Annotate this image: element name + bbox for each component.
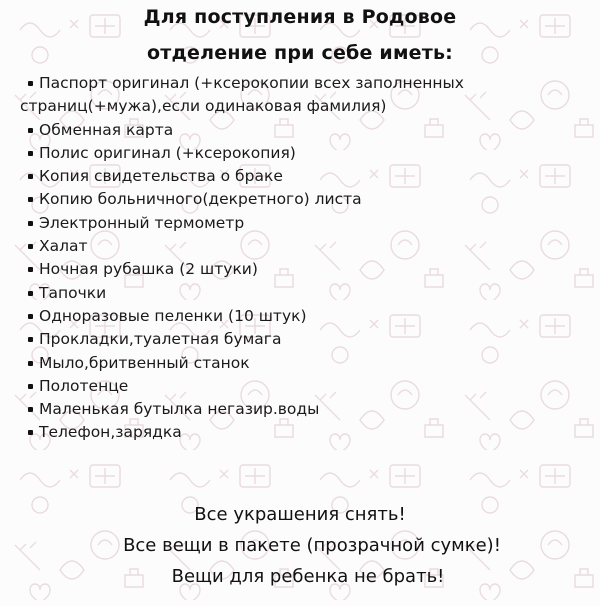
bullet-icon bbox=[28, 267, 33, 272]
bullet-icon bbox=[28, 361, 33, 366]
checklist-item bbox=[20, 352, 590, 375]
bullet-icon bbox=[28, 128, 33, 133]
checklist-item-text: Прокладки,туалетная бумага bbox=[39, 330, 282, 349]
bullet-icon bbox=[28, 81, 33, 86]
bullet-icon bbox=[28, 314, 33, 319]
bullet-icon bbox=[28, 384, 33, 389]
checklist-item-text: Паспорт оригинал (+ксерокопии всех заполненных bbox=[39, 74, 464, 92]
checklist-item-text: Тапочки bbox=[39, 283, 107, 302]
checklist-item-text: Мыло,бритвенный станок bbox=[39, 353, 250, 372]
footer-line-1: Все украшения снять! bbox=[194, 504, 406, 525]
checklist-item-text: страниц(+мужа),если одинаковая фамилия) bbox=[20, 97, 387, 116]
title-line-1: Для поступления в Родовое bbox=[143, 6, 457, 28]
bullet-icon bbox=[28, 197, 33, 202]
checklist-item-text: Копию больничного(декретного) листа bbox=[39, 190, 362, 209]
checklist-item-text: Копия свидетельства о браке bbox=[39, 167, 283, 186]
title-line-2: отделение при себе иметь: bbox=[147, 42, 453, 64]
checklist bbox=[20, 72, 590, 445]
checklist-item bbox=[20, 72, 590, 95]
checklist-item bbox=[20, 421, 590, 444]
checklist-item bbox=[20, 212, 590, 235]
checklist-item bbox=[20, 328, 590, 351]
checklist-item bbox=[20, 142, 590, 165]
bullet-icon bbox=[28, 291, 33, 296]
checklist-item-text: Электронный термометр bbox=[39, 213, 245, 232]
checklist-item-text: Ночная рубашка (2 штуки) bbox=[39, 260, 258, 279]
checklist-item bbox=[20, 165, 590, 188]
bullet-icon bbox=[28, 430, 33, 435]
checklist-item bbox=[20, 95, 590, 118]
bullet-icon bbox=[28, 244, 33, 249]
checklist-item bbox=[20, 282, 590, 305]
checklist-item bbox=[20, 119, 590, 142]
footer-line-2: Все вещи в пакете (прозрачной сумке)! bbox=[123, 535, 501, 556]
bullet-icon bbox=[28, 407, 33, 412]
checklist-item bbox=[20, 375, 590, 398]
bullet-icon bbox=[28, 337, 33, 342]
checklist-item-text: Халат bbox=[39, 237, 88, 256]
checklist-item bbox=[20, 305, 590, 328]
checklist-item bbox=[20, 398, 590, 421]
checklist-item bbox=[20, 258, 590, 281]
checklist-item-text: Обменная карта bbox=[39, 120, 174, 139]
bullet-icon bbox=[28, 151, 33, 156]
checklist-item-text: Полис оригинал (+ксерокопия) bbox=[39, 143, 296, 162]
checklist-item-text: Телефон,зарядка bbox=[39, 423, 182, 442]
checklist-item-text: Одноразовые пеленки (10 штук) bbox=[39, 306, 307, 325]
checklist-item bbox=[20, 235, 590, 258]
bullet-icon bbox=[28, 174, 33, 179]
bullet-icon bbox=[28, 221, 33, 226]
checklist-item bbox=[20, 188, 590, 211]
checklist-item-text: Полотенце bbox=[39, 376, 129, 395]
footer-line-3: Вещи для ребенка не брать! bbox=[171, 566, 445, 587]
checklist-item-text: Маленькая бутылка негазир.воды bbox=[39, 400, 320, 419]
